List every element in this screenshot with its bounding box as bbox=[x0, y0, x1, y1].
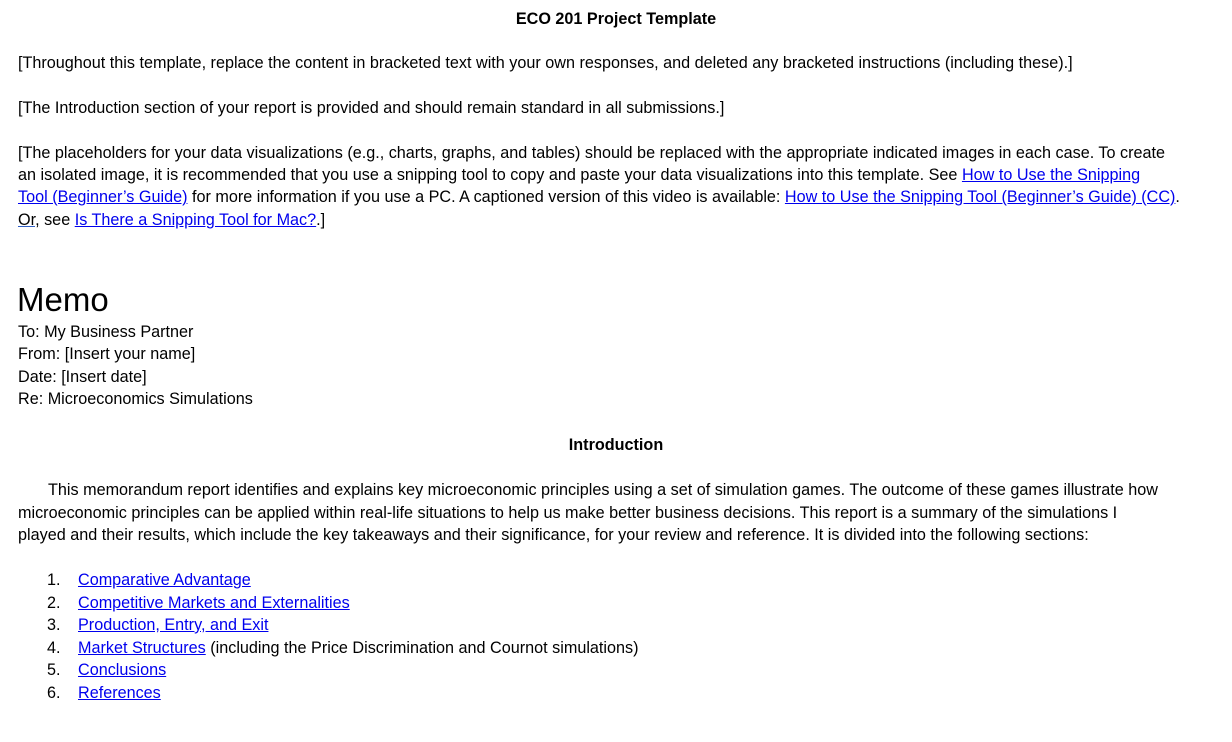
instruction-paragraph-1: [Throughout this template, replace the content in bracketed text with your own responses, and deleted any bracketed instructions (including these).] bbox=[18, 54, 1073, 72]
see-text: see bbox=[39, 211, 75, 229]
list-item-content bbox=[78, 682, 161, 704]
snipping-tool-guide-link-continued[interactable]: Tool (Beginner’s Guide) bbox=[18, 188, 188, 206]
placeholder-line-3-end: . bbox=[1175, 188, 1180, 206]
section-link-market-structures[interactable]: Market Structures bbox=[78, 638, 206, 657]
section-link-conclusions[interactable]: Conclusions bbox=[78, 661, 167, 679]
list-item-content bbox=[78, 659, 166, 681]
list-item-content bbox=[78, 614, 268, 636]
document-title: ECO 201 Project Template bbox=[515, 10, 717, 28]
memo-to: To: My Business Partner bbox=[18, 323, 194, 341]
placeholder-line-4 bbox=[18, 209, 325, 231]
introduction-heading: Introduction bbox=[568, 436, 664, 454]
memo-heading: Memo bbox=[17, 281, 109, 318]
section-link-references[interactable]: References bbox=[78, 683, 161, 702]
placeholder-line-3 bbox=[18, 186, 1180, 208]
placeholder-line-2-text: an isolated image, it is recommended that you use a snipping tool to copy and paste your data visualizations into this template. See bbox=[18, 166, 962, 184]
list-item-content bbox=[78, 569, 251, 591]
list-number: 5. bbox=[47, 661, 61, 679]
placeholder-line-3-text: for more information if you use a PC. A captioned version of this video is available: bbox=[187, 188, 785, 206]
introduction-line-2: microeconomic principles can be applied within real-life situations to help us make better business decisions. This report is a summary of the simulations I bbox=[18, 504, 1118, 522]
mac-snipping-tool-link[interactable]: Is There a Snipping Tool for Mac? bbox=[74, 211, 317, 229]
list-item-content bbox=[78, 637, 639, 659]
list-item-suffix: (including the Price Discrimination and Cournot simulations) bbox=[205, 638, 639, 657]
list-number: 6. bbox=[47, 683, 61, 702]
list-item-content bbox=[78, 592, 350, 614]
list-number: 1. bbox=[47, 571, 61, 589]
introduction-line-1: This memorandum report identifies and explains key microeconomic principles using a set of simulation games. The outcome of these games illustrate how bbox=[48, 481, 1158, 499]
snipping-tool-guide-link[interactable]: How to Use the Snipping bbox=[961, 166, 1141, 184]
section-link-production-entry-exit[interactable]: Production, Entry, and Exit bbox=[78, 616, 269, 634]
list-number: 4. bbox=[47, 638, 61, 657]
section-link-competitive-markets[interactable]: Competitive Markets and Externalities bbox=[78, 593, 350, 612]
placeholder-line-2 bbox=[18, 164, 1140, 186]
instruction-paragraph-2: [The Introduction section of your report is provided and should remain standard in all submissions.] bbox=[18, 99, 725, 117]
introduction-line-3: played and their results, which include the key takeaways and their significance, for your review and reference. It is divided into the following sections: bbox=[18, 526, 1089, 544]
memo-from: From: [Insert your name] bbox=[18, 345, 196, 363]
placeholder-line-1: [The placeholders for your data visualizations (e.g., charts, graphs, and tables) should be replaced with the appropriate indicated images in each case. To create bbox=[18, 144, 1165, 162]
or-word: Or, bbox=[18, 211, 40, 229]
placeholder-line-4-end: .] bbox=[316, 211, 326, 229]
memo-re: Re: Microeconomics Simulations bbox=[18, 390, 253, 408]
snipping-tool-guide-cc-link[interactable]: How to Use the Snipping Tool (Beginner’s Guide) (CC) bbox=[784, 188, 1176, 206]
list-number: 2. bbox=[47, 593, 61, 612]
section-link-comparative-advantage[interactable]: Comparative Advantage bbox=[78, 571, 251, 589]
list-number: 3. bbox=[47, 616, 61, 634]
memo-date: Date: [Insert date] bbox=[18, 368, 147, 386]
